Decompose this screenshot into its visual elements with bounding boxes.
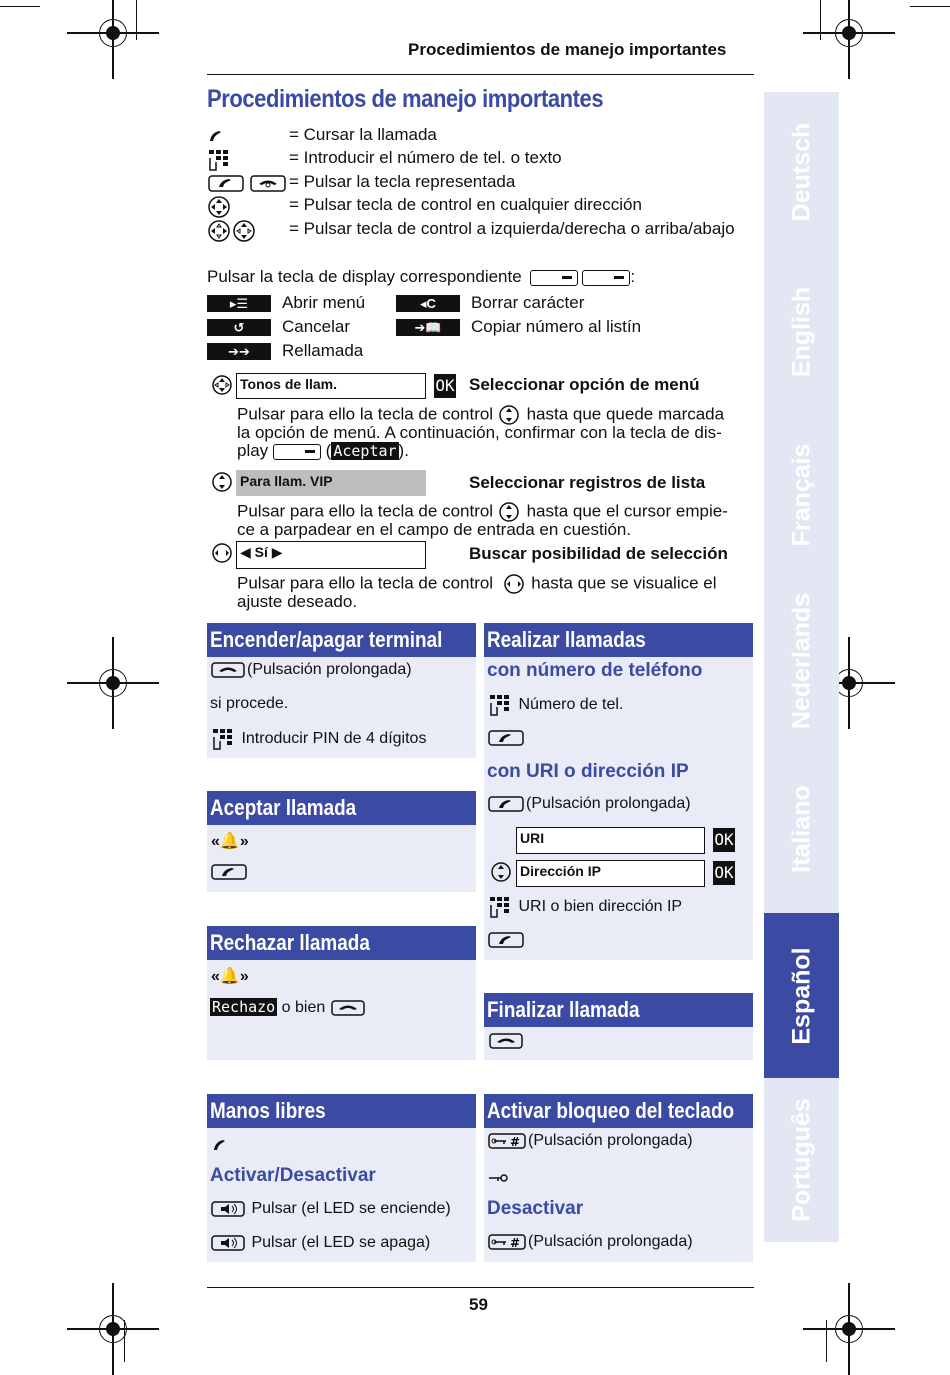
end-key-icon xyxy=(488,1032,526,1050)
keypad-icon xyxy=(488,895,514,919)
handset-icon xyxy=(211,1136,231,1154)
control-key-icon xyxy=(207,195,233,219)
control-key-icon xyxy=(503,573,527,595)
display-keys-colon: : xyxy=(630,267,636,286)
keypad-icon xyxy=(211,727,237,751)
control-key-icon xyxy=(211,542,235,566)
option-select-line: ajuste deseado. xyxy=(237,592,358,611)
legend-row xyxy=(207,148,235,172)
list-field: Para llam. VIP xyxy=(236,470,426,496)
menu-select-heading: Seleccionar opción de menú xyxy=(469,375,700,394)
control-key-icon xyxy=(490,861,514,885)
menu-key-icon: ▸☰ xyxy=(207,295,271,312)
display-keys-intro-text: Pulsar la tecla de display correspondiente xyxy=(207,267,522,286)
display-keys-intro xyxy=(207,267,635,287)
make-call-sub2: con URI o dirección IP xyxy=(487,761,689,782)
keylock-line: # (Pulsación prolongada) xyxy=(488,1233,693,1251)
talk-key-icon xyxy=(488,729,526,747)
ok-key: OK xyxy=(713,828,735,852)
redial-key-icon: ➔➔ xyxy=(207,343,271,360)
tab-nederlands[interactable]: Nederlands xyxy=(787,592,815,730)
arrow-left-icon: ◀ xyxy=(240,544,251,560)
make-call-panel-title: Realizar llamadas xyxy=(484,623,753,657)
keylock-subheading: Desactivar xyxy=(487,1198,584,1219)
display-key-label: Cancelar xyxy=(282,317,351,336)
hash-key-icon xyxy=(488,1132,528,1150)
page-number: 59 xyxy=(469,1295,488,1314)
handsfree-panel xyxy=(207,1094,476,1262)
arrow-right-icon: ▶ xyxy=(271,544,283,560)
registration-mark-mid-left xyxy=(95,665,131,701)
display-key-right-icon xyxy=(582,270,630,286)
menu-select-line: Pulsar para ello la tecla de control hasta que quede marcada xyxy=(237,404,724,426)
power-panel xyxy=(207,623,476,758)
tab-portugues[interactable]: Português xyxy=(787,1098,815,1222)
ok-key: OK xyxy=(713,861,735,885)
handsfree-panel-title: Manos libres xyxy=(207,1094,476,1128)
end-key-icon xyxy=(211,661,247,679)
crop-line xyxy=(0,6,40,7)
uri-field: URI xyxy=(516,827,705,854)
crop-line xyxy=(136,0,137,40)
tab-italiano[interactable]: Italiano xyxy=(787,785,815,873)
registration-mark-bottom-right xyxy=(831,1311,867,1347)
handset-icon xyxy=(207,127,227,145)
ringing-icon: «🔔» xyxy=(211,833,249,850)
tab-deutsch[interactable]: Deutsch xyxy=(787,122,815,222)
talk-key-icon xyxy=(211,863,249,881)
registration-mark-top-left xyxy=(95,15,131,51)
tab-francais[interactable]: Français xyxy=(787,443,815,546)
crop-line xyxy=(820,0,821,40)
display-key-label: Borrar carácter xyxy=(471,293,585,312)
make-call-panel xyxy=(484,623,753,960)
registration-mark-bottom-left xyxy=(95,1311,131,1347)
make-call-line: URI o bien dirección IP xyxy=(488,895,682,919)
reject-panel-title: Rechazar llamada xyxy=(207,926,476,960)
tab-espanol[interactable]: Español xyxy=(764,913,839,1078)
tab-english[interactable]: English xyxy=(787,286,815,378)
delete-char-key-icon: ◂C xyxy=(396,295,460,312)
option-select-heading: Buscar posibilidad de selección xyxy=(469,544,728,563)
keypad-icon xyxy=(488,693,514,717)
display-key-label: Rellamada xyxy=(282,341,364,360)
control-key-lr-ud-icon xyxy=(207,219,259,243)
display-key-label: Copiar número al listín xyxy=(471,317,642,336)
footer-rule xyxy=(207,1287,754,1288)
handsfree-subheading: Activar/Desactivar xyxy=(210,1165,376,1186)
end-call-panel-title: Finalizar llamada xyxy=(484,993,753,1027)
talk-key-icon xyxy=(488,795,526,813)
crop-line xyxy=(910,6,950,7)
header-rule xyxy=(207,74,754,75)
ringing-icon: «🔔» xyxy=(211,968,249,985)
option-field: ◀ Sí ▶ xyxy=(236,541,426,569)
crop-line xyxy=(826,1320,827,1362)
end-key-icon xyxy=(330,999,368,1017)
menu-select-line: play ( Aceptar ). xyxy=(237,441,409,460)
make-call-line: (Pulsación prolongada) xyxy=(488,795,691,813)
crop-line xyxy=(124,1320,125,1362)
menu-field: Tonos de llam. xyxy=(236,373,426,399)
power-line: (Pulsación prolongada) xyxy=(211,661,412,679)
keypad-icon xyxy=(207,148,235,172)
page-title: Procedimientos de manejo importantes xyxy=(207,85,604,113)
list-select-line: ce a parpadear en el campo de entrada en cuestión. xyxy=(237,520,632,539)
legend-row xyxy=(207,219,259,243)
registration-mark-top-right xyxy=(831,15,867,51)
legend-row xyxy=(207,125,227,145)
ip-field: Dirección IP xyxy=(516,860,705,887)
legend-row xyxy=(207,172,287,193)
legend-row xyxy=(207,195,233,219)
legend-text: = Pulsar la tecla representada xyxy=(289,172,516,191)
handsfree-line: Pulsar (el LED se apaga) xyxy=(211,1234,430,1252)
legend-text: = Pulsar tecla de control en cualquier dirección xyxy=(289,195,642,214)
power-line: si procede. xyxy=(210,695,289,712)
control-key-icon xyxy=(211,471,235,495)
reject-line: Rechazo o bien xyxy=(210,998,368,1017)
accept-key-label: Aceptar xyxy=(333,442,397,460)
language-sidebar xyxy=(764,92,839,1242)
talk-key-icon xyxy=(488,931,526,949)
reject-key-label: Rechazo xyxy=(212,998,276,1016)
legend-text: = Introducir el número de tel. o texto xyxy=(289,148,562,167)
hash-key-icon xyxy=(488,1233,528,1251)
display-key-icon xyxy=(273,444,321,460)
display-key-label: Abrir menú xyxy=(282,293,366,312)
key-lock-icon xyxy=(488,1172,510,1184)
list-select-line: Pulsar para ello la tecla de control hasta que el cursor empie- xyxy=(237,501,728,523)
control-key-icon xyxy=(211,374,235,398)
keylock-line: # (Pulsación prolongada) xyxy=(488,1132,693,1150)
menu-select-line: la opción de menú. A continuación, confirmar con la tecla de dis- xyxy=(237,423,722,442)
copy-to-book-key-icon: ➔📖 xyxy=(396,319,460,336)
keylock-panel xyxy=(484,1094,753,1262)
make-call-line: Número de tel. xyxy=(488,693,623,717)
reject-panel xyxy=(207,926,476,1060)
svg-text:#: # xyxy=(510,1236,521,1250)
svg-text:#: # xyxy=(510,1135,521,1149)
display-key-left-icon xyxy=(530,270,578,286)
power-panel-title: Encender/apagar terminal xyxy=(207,623,476,657)
list-select-heading: Seleccionar registros de lista xyxy=(469,473,706,492)
legend-text: = Pulsar tecla de control a izquierda/derecha o arriba/abajo xyxy=(289,219,735,238)
legend-text: = Cursar la llamada xyxy=(289,125,437,144)
accept-panel xyxy=(207,791,476,892)
handsfree-line: Pulsar (el LED se enciende) xyxy=(211,1200,451,1218)
power-line: Introducir PIN de 4 dígitos xyxy=(211,727,426,751)
accept-panel-title: Aceptar llamada xyxy=(207,791,476,825)
option-select-line: Pulsar para ello la tecla de control hasta que se visualice el xyxy=(237,573,717,595)
ok-key: OK xyxy=(434,374,456,398)
talk-end-keys-icon xyxy=(207,173,287,193)
cancel-key-icon: ↺ xyxy=(207,319,271,336)
keylock-panel-title: Activar bloqueo del teclado xyxy=(484,1094,753,1128)
running-header: Procedimientos de manejo importantes xyxy=(408,40,727,59)
end-call-panel xyxy=(484,993,753,1060)
speaker-key-icon xyxy=(211,1200,247,1218)
make-call-sub1: con número de teléfono xyxy=(487,660,703,681)
speaker-key-icon xyxy=(211,1234,247,1252)
